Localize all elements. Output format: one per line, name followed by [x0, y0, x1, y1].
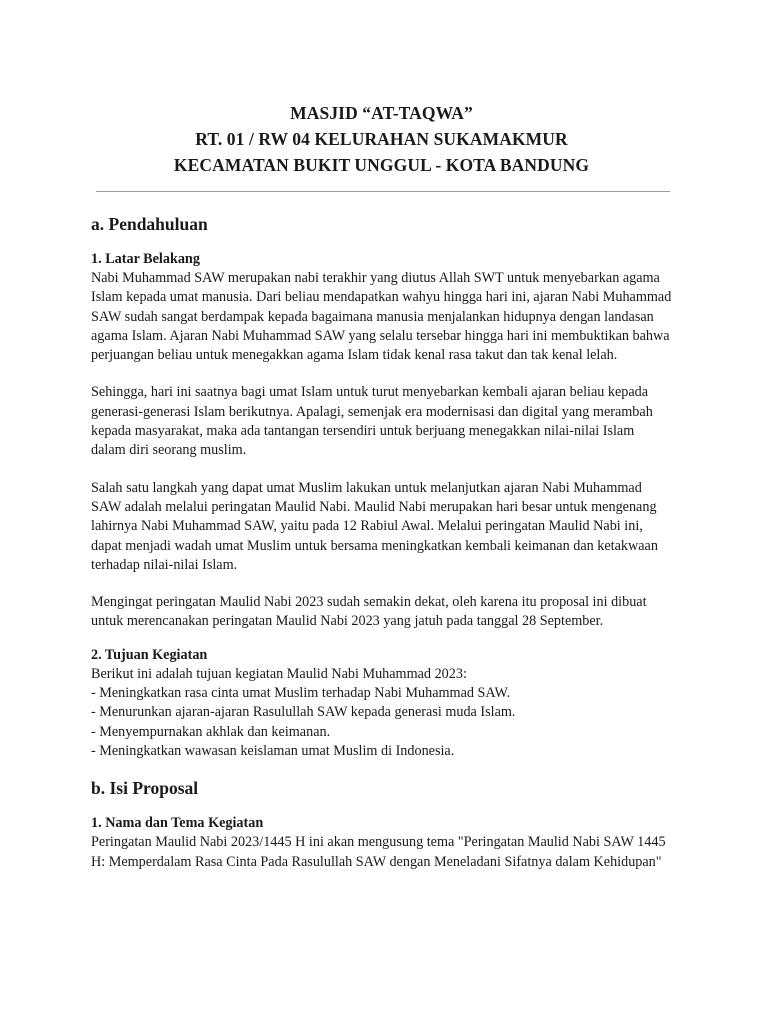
section-a-title: a. Pendahuluan [91, 214, 208, 234]
paragraph: Salah satu langkah yang dapat umat Muslim lakukan untuk melanjutkan ajaran Nabi Muhammad SAW adalah melalui peringatan Maulid Nabi. Maulid Nabi merupakan hari besar untuk mengenang lahirnya Nabi Muhammad SAW, yaitu pada 12 Rabiul Awal. Melalui peringatan Maulid Nabi ini, dapat menjadi wadah umat Muslim untuk bersama meningkatkan kembali keimanan dan ketakwaan terhadap nilai-nilai Islam. [91, 479, 658, 573]
goals-list [91, 684, 672, 761]
paragraph: Peringatan Maulid Nabi 2023/1445 H ini akan mengusung tema "Peringatan Maulid Nabi SAW 1445 H: Memperdalam Rasa Cinta Pada Rasulullah SAW dengan Meneladani Sifatnya dalam Kehidupan" [91, 834, 666, 870]
header-line-2: RT. 01 / RW 04 KELURAHAN SUKAMAKMUR [195, 129, 568, 149]
paragraph: Sehingga, hari ini saatnya bagi umat Islam untuk turut menyebarkan kembali ajaran beliau kepada generasi-generasi Islam berikutnya. Apalagi, semenjak era modernisasi dan digital yang merambah kepada masyarakat, maka ada tantangan tersendiri untuk berjuang menegakkan nilai-nilai Islam dalam diri seorang muslim. [91, 384, 653, 459]
section-b-title: b. Isi Proposal [91, 778, 199, 799]
paragraph: Nabi Muhammad SAW merupakan nabi terakhir yang diutus Allah SWT untuk menyebarkan agama Islam kepada umat manusia. Dari beliau mendapatkan wahyu hingga hari ini, ajaran Nabi Muhammad SAW sudah sangat berdampak kepada bagaimana manusia menjalankan hidupnya dengan landasan agama Islam. Ajaran Nabi Muhammad SAW yang selalu tersebar hingga hari ini membuktikan bahwa perjuangan beliau untuk menegakkan agama Islam tidak kenal rasa takut dan tak kenal lelah. [91, 270, 672, 364]
list-item: - Meningkatkan wawasan keislaman umat Muslim di Indonesia. [91, 742, 455, 759]
section-a-sub2-title: 2. Tujuan Kegiatan [91, 646, 208, 663]
section-a-sub1-title: 1. Latar Belakang [91, 251, 200, 267]
list-item: - Menurunkan ajaran-ajaran Rasulullah SAW kepada generasi muda Islam. [91, 704, 516, 721]
section-b-sub1-title: 1. Nama dan Tema Kegiatan [91, 815, 264, 832]
paragraph: Mengingat peringatan Maulid Nabi 2023 sudah semakin dekat, oleh karena itu proposal ini dibuat untuk merencanakan peringatan Maulid Nabi 2023 yang jatuh pada tanggal 28 September. [91, 594, 647, 630]
header-line-1: MASJID “AT-TAQWA” [290, 103, 473, 123]
header-line-3: KECAMATAN BUKIT UNGGUL - KOTA BANDUNG [173, 155, 590, 175]
list-item: - Meningkatkan rasa cinta umat Muslim terhadap Nabi Muhammad SAW. [91, 685, 511, 702]
list-item: - Menyempurnakan akhlak dan keimanan. [91, 723, 331, 740]
goals-intro: Berikut ini adalah tujuan kegiatan Maulid Nabi Muhammad 2023: [91, 665, 467, 682]
header-divider [96, 191, 670, 192]
document-header [91, 100, 672, 178]
